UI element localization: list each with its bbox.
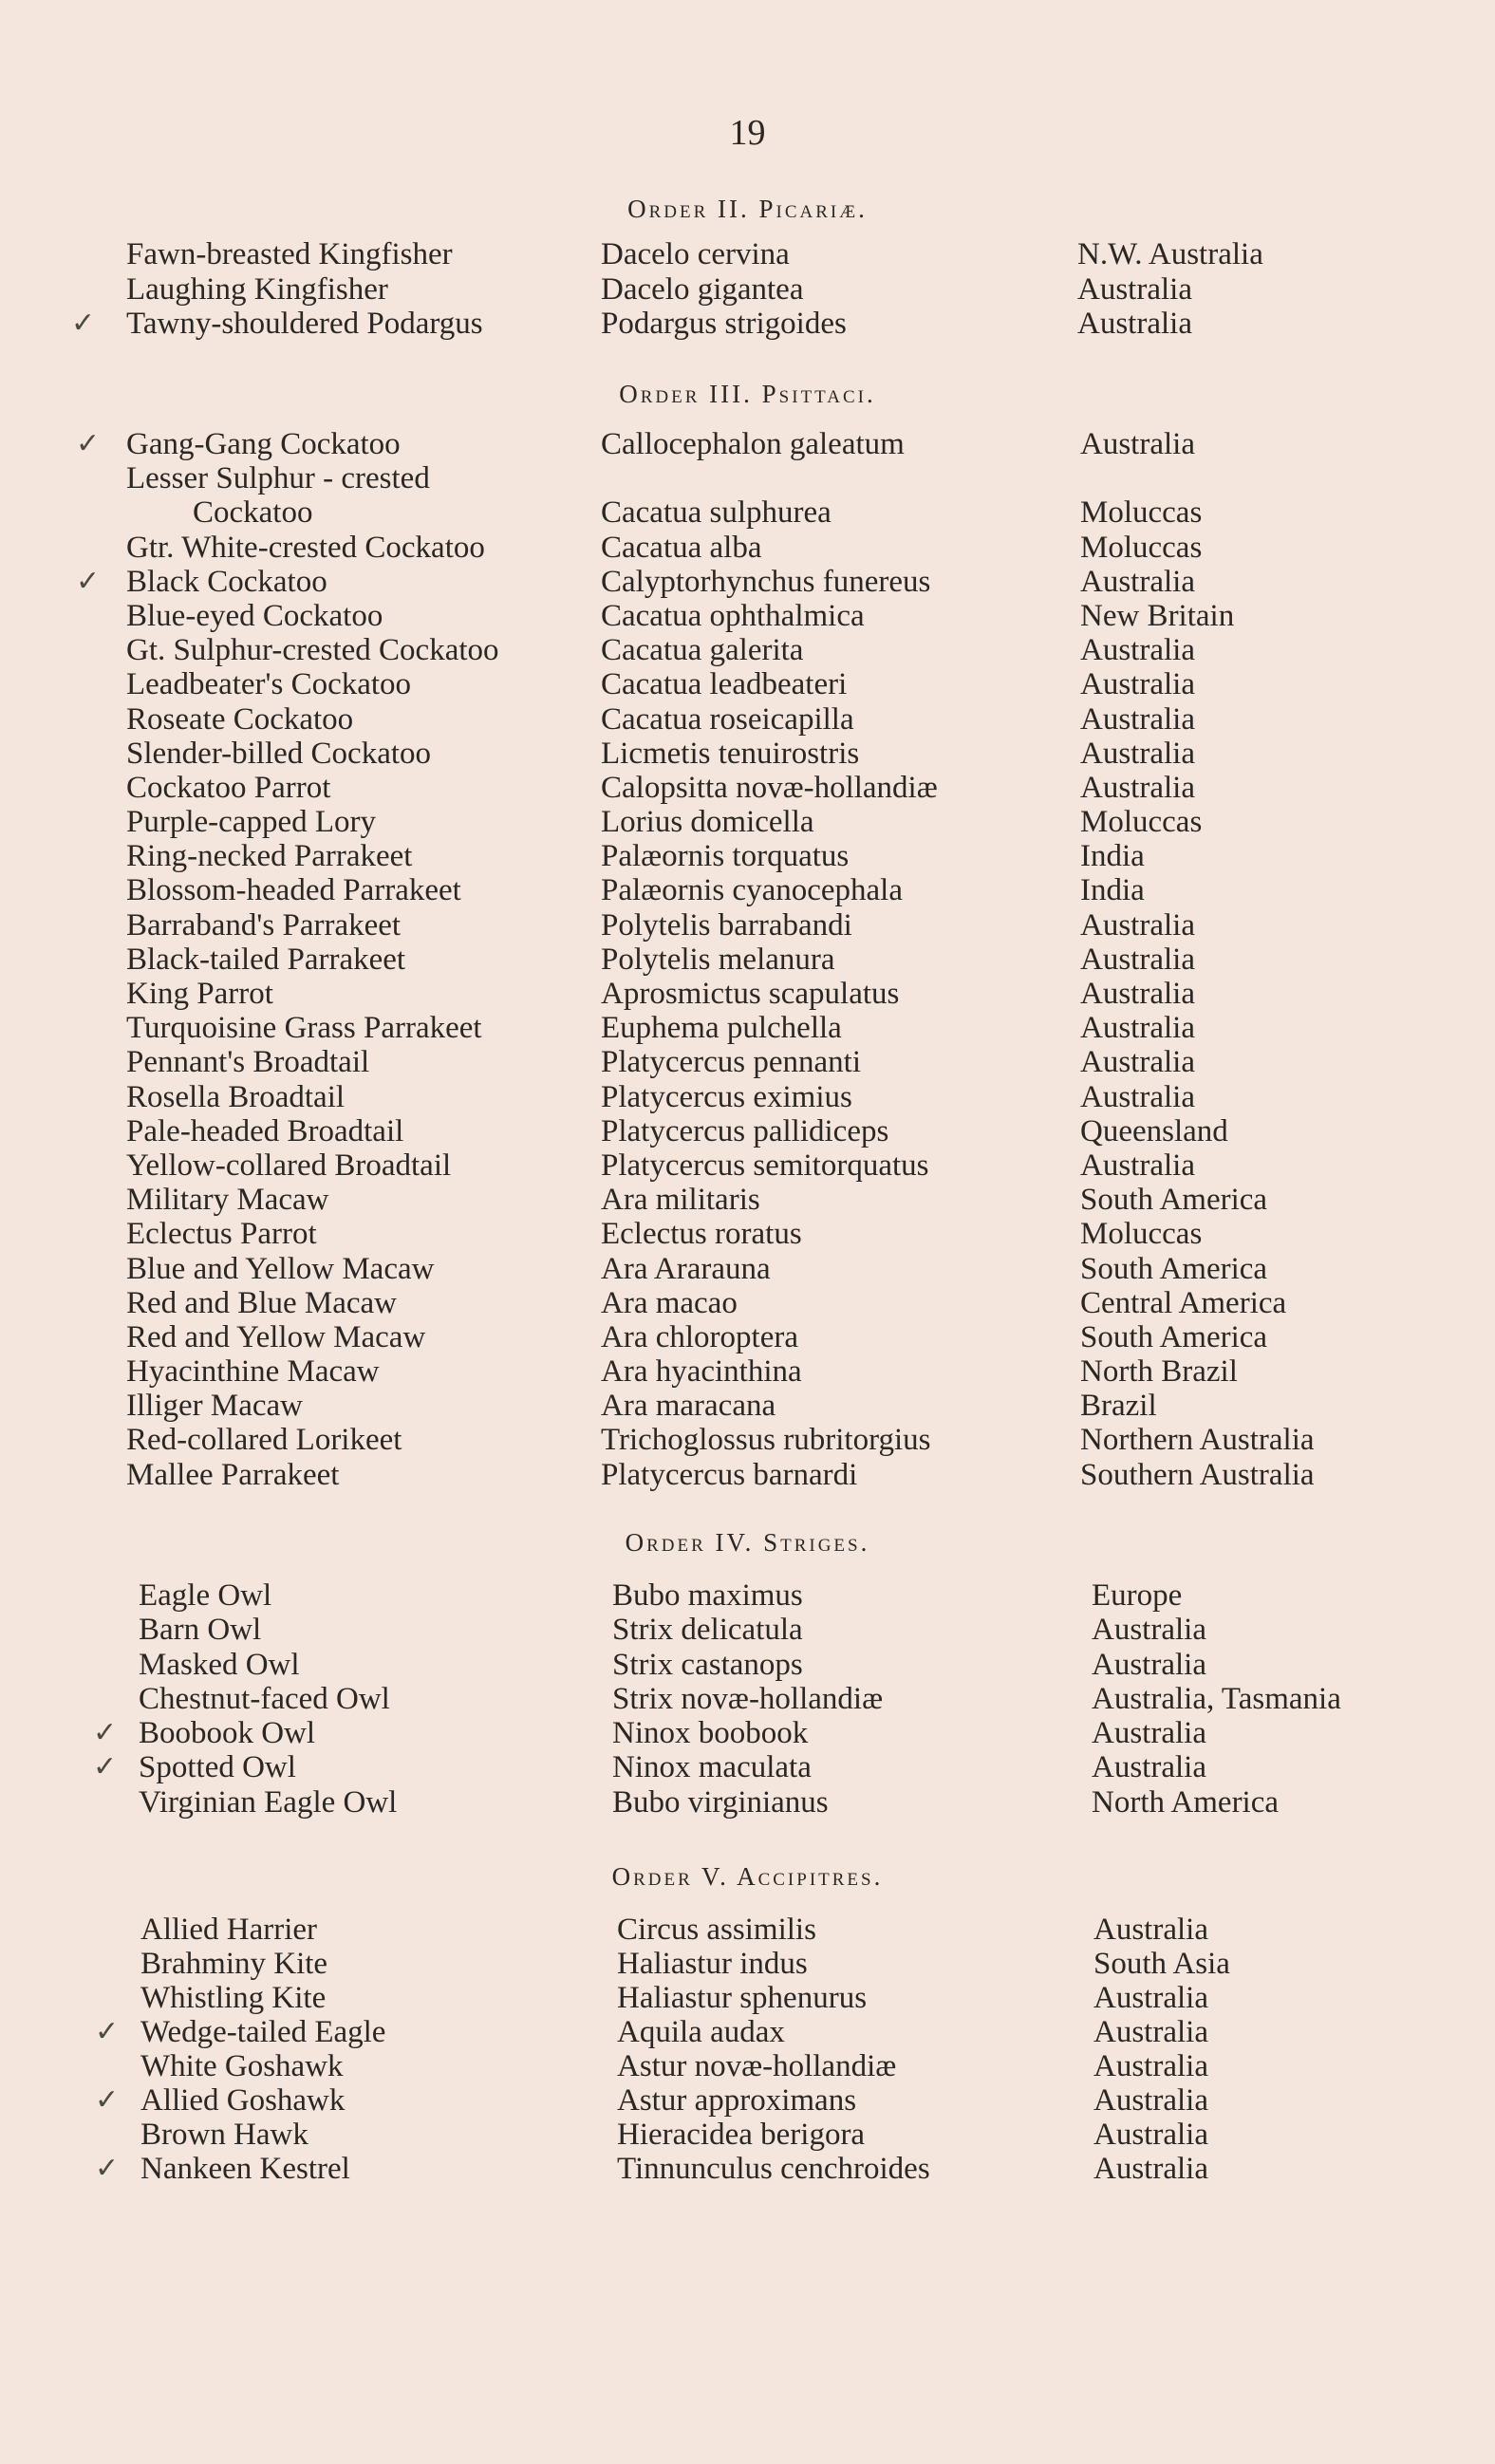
species-row xyxy=(0,272,1495,308)
species-row xyxy=(0,1354,1495,1389)
species-rows xyxy=(0,237,1495,342)
species-row xyxy=(0,1578,1495,1613)
common-name: Illiger Macaw xyxy=(126,1389,303,1424)
latin-name: Lorius domicella xyxy=(601,805,814,840)
locality: Australia xyxy=(1080,907,1195,943)
species-row xyxy=(0,461,1495,495)
species-row xyxy=(0,1750,1495,1784)
species-row xyxy=(0,1045,1495,1079)
species-row xyxy=(0,1286,1495,1320)
locality: Moluccas xyxy=(1080,1217,1203,1252)
species-row xyxy=(0,1682,1495,1716)
locality: Moluccas xyxy=(1080,495,1203,531)
locality: South Asia xyxy=(1093,1947,1230,1981)
common-name: Gt. Sulphur-crested Cockatoo xyxy=(126,633,499,668)
common-name: Virginian Eagle Owl xyxy=(139,1784,398,1820)
locality: Queensland xyxy=(1080,1113,1228,1148)
latin-name: Platycercus pallidiceps xyxy=(601,1113,889,1148)
common-name: Gang-Gang Cockatoo xyxy=(126,427,401,461)
latin-name: Polytelis melanura xyxy=(601,942,835,977)
locality: Australia xyxy=(1080,770,1195,805)
common-name: Masked Owl xyxy=(139,1647,300,1682)
pencil-tick-icon: ✓ xyxy=(95,2016,120,2047)
common-name: Blue-eyed Cockatoo xyxy=(126,598,383,633)
latin-name: Circus assimilis xyxy=(617,1913,816,1947)
species-rows xyxy=(0,1578,1495,1820)
species-row xyxy=(0,737,1495,771)
species-row xyxy=(0,2118,1495,2152)
locality: Australia xyxy=(1093,2152,1208,2186)
locality: Europe xyxy=(1092,1578,1183,1613)
locality: Australia xyxy=(1080,564,1195,599)
latin-name: Haliastur indus xyxy=(617,1947,808,1981)
species-row xyxy=(0,1320,1495,1354)
locality: Australia xyxy=(1092,1647,1206,1682)
common-name: Pale-headed Broadtail xyxy=(126,1113,404,1148)
common-name: Red and Yellow Macaw xyxy=(126,1319,426,1354)
latin-name: Dacelo gigantea xyxy=(601,271,804,307)
species-row xyxy=(0,1183,1495,1217)
locality: Australia xyxy=(1080,701,1195,737)
latin-name: Strix delicatula xyxy=(612,1613,803,1648)
latin-name: Calyptorhynchus funereus xyxy=(601,564,931,599)
latin-name: Strix castanops xyxy=(612,1647,803,1682)
latin-name: Podargus strigoides xyxy=(601,307,847,341)
latin-name: Astur novæ-hollandiæ xyxy=(617,2049,897,2083)
species-row xyxy=(0,805,1495,839)
species-row xyxy=(0,2152,1495,2186)
latin-name: Ara militaris xyxy=(601,1183,760,1218)
locality: Australia xyxy=(1093,2015,1208,2049)
locality: India xyxy=(1080,873,1145,908)
common-name: Boobook Owl xyxy=(139,1716,316,1751)
order-heading: Order II. Picariæ. xyxy=(627,195,868,223)
latin-name: Hieracidea berigora xyxy=(617,2118,866,2152)
species-row xyxy=(0,599,1495,633)
species-row xyxy=(0,702,1495,737)
species-rows xyxy=(0,427,1495,1492)
latin-name: Ara macao xyxy=(601,1285,738,1320)
locality: Brazil xyxy=(1080,1389,1157,1424)
locality: South America xyxy=(1080,1183,1268,1218)
latin-name: Cacatua roseicapilla xyxy=(601,701,854,737)
common-name: Hyacinthine Macaw xyxy=(126,1354,380,1390)
latin-name: Cacatua sulphurea xyxy=(601,495,832,531)
species-row xyxy=(0,1252,1495,1286)
common-name: Purple-capped Lory xyxy=(126,805,376,840)
locality: Australia xyxy=(1080,1045,1195,1080)
latin-name: Callocephalon galeatum xyxy=(601,427,905,461)
locality: Australia xyxy=(1080,633,1195,668)
common-name: Black Cockatoo xyxy=(126,564,327,599)
species-row xyxy=(0,237,1495,272)
latin-name: Palæornis cyanocephala xyxy=(601,873,903,908)
latin-name: Bubo maximus xyxy=(612,1578,803,1613)
pencil-tick-icon: ✓ xyxy=(93,1751,118,1783)
species-row xyxy=(0,908,1495,943)
locality: India xyxy=(1080,839,1145,874)
latin-name: Bubo virginianus xyxy=(612,1784,829,1820)
common-name: Fawn-breasted Kingfisher xyxy=(126,237,453,271)
species-row xyxy=(0,1148,1495,1183)
species-row xyxy=(0,565,1495,599)
common-name: Chestnut-faced Owl xyxy=(139,1681,390,1716)
common-name: Roseate Cockatoo xyxy=(126,701,354,737)
species-row xyxy=(0,1389,1495,1423)
locality: Australia, Tasmania xyxy=(1092,1681,1341,1716)
common-name: Nankeen Kestrel xyxy=(140,2152,350,2186)
locality: Australia xyxy=(1092,1750,1206,1785)
pencil-tick-icon: ✓ xyxy=(95,2084,120,2116)
common-name: Barn Owl xyxy=(139,1613,262,1648)
locality: South America xyxy=(1080,1319,1268,1354)
page-number: 19 xyxy=(729,113,766,153)
common-name: Slender-billed Cockatoo xyxy=(126,736,432,771)
common-name: Lesser Sulphur - crested xyxy=(126,461,430,496)
species-row xyxy=(0,1648,1495,1682)
common-name: Eagle Owl xyxy=(139,1578,272,1613)
species-row xyxy=(0,1217,1495,1251)
latin-name: Platycercus eximius xyxy=(601,1079,852,1114)
species-row xyxy=(0,495,1495,530)
common-name: Blossom-headed Parrakeet xyxy=(126,873,461,908)
common-name: Barraband's Parrakeet xyxy=(126,907,402,943)
species-row xyxy=(0,1716,1495,1750)
locality: Australia xyxy=(1080,1148,1195,1183)
locality: Moluccas xyxy=(1080,530,1203,565)
latin-name: Ara chloroptera xyxy=(601,1319,798,1354)
locality: Australia xyxy=(1077,307,1192,341)
locality: Australia xyxy=(1080,942,1195,977)
species-row xyxy=(0,667,1495,701)
common-name: Red and Blue Macaw xyxy=(126,1285,397,1320)
latin-name: Platycercus semitorquatus xyxy=(601,1148,929,1183)
common-name: Allied Harrier xyxy=(140,1913,317,1947)
locality: Australia xyxy=(1092,1613,1206,1648)
latin-name: Palæornis torquatus xyxy=(601,839,850,874)
species-row xyxy=(0,839,1495,873)
common-name: Laughing Kingfisher xyxy=(126,271,388,307)
common-name: Blue and Yellow Macaw xyxy=(126,1251,435,1286)
locality: Australia xyxy=(1093,1981,1208,2015)
order-heading: Order IV. Striges. xyxy=(625,1528,870,1557)
species-row xyxy=(0,1011,1495,1045)
species-row xyxy=(0,427,1495,461)
latin-name: Platycercus pennanti xyxy=(601,1045,861,1080)
locality: Australia xyxy=(1093,2118,1208,2152)
latin-name: Aquila audax xyxy=(617,2015,785,2049)
common-name: Pennant's Broadtail xyxy=(126,1045,370,1080)
species-row xyxy=(0,2083,1495,2118)
species-row xyxy=(0,1913,1495,1947)
species-row xyxy=(0,873,1495,907)
species-row xyxy=(0,1785,1495,1820)
locality: Australia xyxy=(1077,271,1192,307)
common-name: Military Macaw xyxy=(126,1183,329,1218)
locality: Australia xyxy=(1080,667,1195,702)
locality: Central America xyxy=(1080,1285,1287,1320)
locality: N.W. Australia xyxy=(1077,237,1263,271)
species-row xyxy=(0,1947,1495,1981)
species-row xyxy=(0,2049,1495,2083)
species-row xyxy=(0,1114,1495,1148)
latin-name: Euphema pulchella xyxy=(601,1011,842,1046)
common-name: Spotted Owl xyxy=(139,1750,296,1785)
latin-name: Astur approximans xyxy=(617,2083,857,2118)
latin-name: Platycercus barnardi xyxy=(601,1457,858,1492)
common-name: Leadbeater's Cockatoo xyxy=(126,667,412,702)
common-name: Cockatoo Parrot xyxy=(126,770,331,805)
latin-name: Ara maracana xyxy=(601,1389,776,1424)
species-row xyxy=(0,1423,1495,1457)
locality: Northern Australia xyxy=(1080,1423,1315,1458)
latin-name: Cacatua ophthalmica xyxy=(601,598,865,633)
latin-name: Cacatua leadbeateri xyxy=(601,667,848,702)
latin-name: Haliastur sphenurus xyxy=(617,1981,868,2015)
locality: Australia xyxy=(1092,1716,1206,1751)
latin-name: Ara hyacinthina xyxy=(601,1354,802,1390)
species-row xyxy=(0,2015,1495,2049)
latin-name: Ninox boobook xyxy=(612,1716,809,1751)
pencil-tick-icon: ✓ xyxy=(95,2153,120,2184)
species-row xyxy=(0,771,1495,805)
species-row xyxy=(0,1458,1495,1492)
pencil-tick-icon: ✓ xyxy=(71,308,96,339)
locality: New Britain xyxy=(1080,598,1235,633)
latin-name: Ara Ararauna xyxy=(601,1251,771,1286)
common-name: Ring-necked Parrakeet xyxy=(126,839,413,874)
species-row xyxy=(0,1613,1495,1647)
common-name: Red-collared Lorikeet xyxy=(126,1423,402,1458)
latin-name: Calopsitta novæ-hollandiæ xyxy=(601,770,938,805)
common-name: Brown Hawk xyxy=(140,2118,308,2152)
species-row xyxy=(0,633,1495,667)
locality: Australia xyxy=(1080,977,1195,1011)
common-name: White Goshawk xyxy=(140,2049,344,2083)
latin-name: Ninox maculata xyxy=(612,1750,812,1785)
latin-name: Dacelo cervina xyxy=(601,237,790,271)
latin-name: Cacatua alba xyxy=(601,530,762,565)
species-row xyxy=(0,307,1495,342)
locality: North America xyxy=(1092,1784,1280,1820)
common-name: King Parrot xyxy=(126,977,273,1011)
locality: Australia xyxy=(1093,2083,1208,2118)
order-heading: Order III. Psittaci. xyxy=(619,380,876,408)
locality: Australia xyxy=(1080,736,1195,771)
pencil-tick-icon: ✓ xyxy=(76,565,101,597)
locality: Moluccas xyxy=(1080,805,1203,840)
locality: Australia xyxy=(1080,427,1195,461)
latin-name: Tinnunculus cenchroides xyxy=(617,2152,930,2186)
locality: Australia xyxy=(1093,1913,1208,1947)
common-name: Eclectus Parrot xyxy=(126,1217,317,1252)
latin-name: Licmetis tenuirostris xyxy=(601,736,860,771)
common-name: Allied Goshawk xyxy=(140,2083,346,2118)
common-name: Cockatoo xyxy=(193,495,313,531)
species-row xyxy=(0,977,1495,1011)
common-name: Rosella Broadtail xyxy=(126,1079,346,1114)
species-row xyxy=(0,943,1495,977)
latin-name: Polytelis barrabandi xyxy=(601,907,852,943)
species-row xyxy=(0,531,1495,565)
order-heading: Order V. Accipitres. xyxy=(611,1862,884,1891)
pencil-tick-icon: ✓ xyxy=(93,1717,118,1749)
latin-name: Eclectus roratus xyxy=(601,1217,802,1252)
species-row xyxy=(0,1080,1495,1114)
locality: Australia xyxy=(1080,1011,1195,1046)
latin-name: Aprosmictus scapulatus xyxy=(601,977,900,1011)
common-name: Black-tailed Parrakeet xyxy=(126,942,406,977)
locality: Australia xyxy=(1080,1079,1195,1114)
locality: North Brazil xyxy=(1080,1354,1238,1390)
common-name: Gtr. White-crested Cockatoo xyxy=(126,530,485,565)
species-rows xyxy=(0,1913,1495,2186)
latin-name: Cacatua galerita xyxy=(601,633,804,668)
common-name: Wedge-tailed Eagle xyxy=(140,2015,386,2049)
common-name: Mallee Parrakeet xyxy=(126,1457,340,1492)
common-name: Tawny-shouldered Podargus xyxy=(126,307,483,341)
locality: Southern Australia xyxy=(1080,1457,1315,1492)
latin-name: Strix novæ-hollandiæ xyxy=(612,1681,884,1716)
locality: South America xyxy=(1080,1251,1268,1286)
pencil-tick-icon: ✓ xyxy=(76,428,101,459)
common-name: Brahminy Kite xyxy=(140,1947,328,1981)
common-name: Whistling Kite xyxy=(140,1981,327,2015)
species-row xyxy=(0,1981,1495,2015)
common-name: Turquoisine Grass Parrakeet xyxy=(126,1011,482,1046)
locality: Australia xyxy=(1093,2049,1208,2083)
common-name: Yellow-collared Broadtail xyxy=(126,1148,452,1183)
latin-name: Trichoglossus rubritorgius xyxy=(601,1423,931,1458)
